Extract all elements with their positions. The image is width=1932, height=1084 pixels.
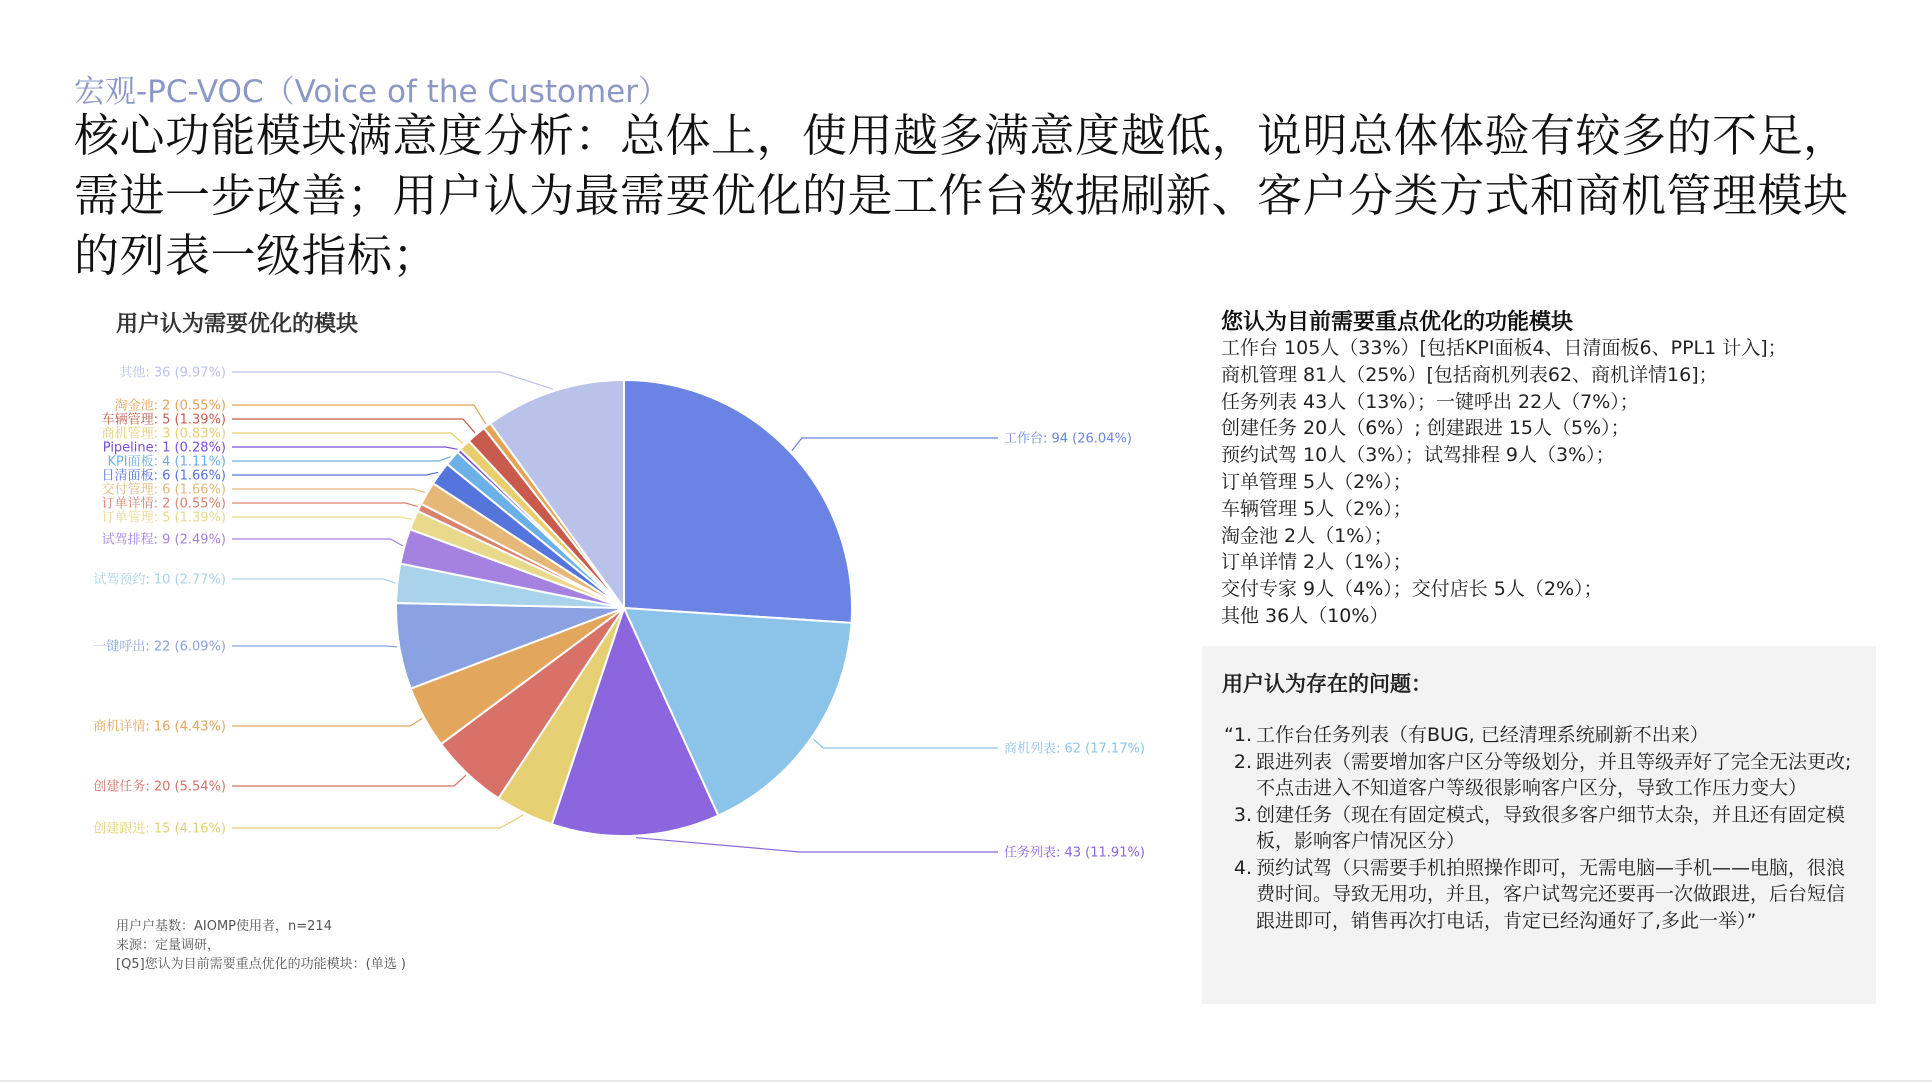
leader-line bbox=[232, 646, 397, 647]
leader-line bbox=[232, 539, 403, 546]
slice-label: 试驾排程: 9 (2.49%) bbox=[101, 532, 226, 548]
slice-label: 淘金池: 2 (0.55%) bbox=[114, 398, 226, 414]
issue-item bbox=[1222, 749, 1862, 802]
page-headline: 核心功能模块满意度分析：总体上，使用越多满意度越低，说明总体体验有较多的不足，需进一步改善；用户认为最需要优化的是工作台数据刷新、客户分类方式和商机管理模块的列表一级指标； bbox=[74, 109, 1849, 282]
module-line: 任务列表 43人（13%）；一键呼出 22人（7%）； bbox=[1221, 390, 1639, 413]
leader-line bbox=[232, 489, 425, 492]
slice-label: KPI面板: 4 (1.11%) bbox=[107, 454, 226, 470]
issue-text: 跟进列表（需要增加客户区分等级划分，并且等级弄好了完全无法更改; 不点击进入不知道客户等级很影响客户区分，导致工作压力变大） bbox=[1256, 750, 1852, 799]
pie-slices bbox=[396, 380, 852, 836]
module-line: 商机管理 81人（25%）[包括商机列表62、商机详情16]； bbox=[1221, 363, 1718, 386]
pie-chart bbox=[0, 340, 1180, 910]
leader-line bbox=[232, 433, 463, 444]
module-line: 车辆管理 5人（2%）； bbox=[1221, 497, 1412, 520]
slice-label: Pipeline: 1 (0.28%) bbox=[102, 440, 226, 456]
slice-label: 试驾预约: 10 (2.77%) bbox=[93, 572, 226, 588]
slice-label: 订单管理: 5 (1.39%) bbox=[101, 510, 226, 526]
slice-label: 日清面板: 6 (1.66%) bbox=[101, 468, 226, 484]
slice-label: 一键呼出: 22 (6.09%) bbox=[93, 639, 226, 655]
leader-line bbox=[232, 815, 523, 828]
module-line: 其他 36人（10%） bbox=[1221, 604, 1389, 627]
issue-text: 工作台任务列表（有BUG, 已经清理系统刷新不出来） bbox=[1256, 724, 1709, 746]
issue-text: 创建任务（现在有固定模式，导致很多客户细节太杂，并且还有固定模板，影响客户情况区分） bbox=[1256, 803, 1846, 852]
slice-label: 创建任务: 20 (5.54%) bbox=[93, 779, 226, 795]
issues-panel bbox=[1202, 646, 1876, 1004]
leader-line bbox=[232, 775, 466, 786]
footnote-line: [Q5]您认为目前需要重点优化的功能模块：(单选 ) bbox=[116, 957, 406, 972]
issue-number: “1. bbox=[1224, 724, 1252, 746]
issue-item bbox=[1222, 722, 1862, 749]
issue-number: 3. bbox=[1233, 803, 1252, 826]
module-line: 订单管理 5人（2%）； bbox=[1221, 470, 1412, 493]
modules-list bbox=[1221, 335, 1787, 630]
leader-line bbox=[792, 438, 998, 451]
footnote-line: 用户户基数：AIOMP使用者，n=214 bbox=[116, 919, 332, 934]
module-line: 订单详情 2人（1%）； bbox=[1221, 551, 1412, 574]
slice-label: 工作台: 94 (26.04%) bbox=[1004, 431, 1132, 447]
slice-label: 其他: 36 (9.97%) bbox=[119, 365, 226, 381]
issue-number: 2. bbox=[1233, 750, 1252, 773]
leader-line bbox=[232, 517, 412, 519]
leader-line bbox=[232, 579, 395, 583]
slice-label: 车辆管理: 5 (1.39%) bbox=[101, 412, 226, 428]
issue-number: 4. bbox=[1233, 856, 1252, 879]
slice-label: 创建跟进: 15 (4.16%) bbox=[93, 821, 226, 837]
leader-line bbox=[232, 447, 458, 449]
module-line: 淘金池 2人（1%）； bbox=[1221, 524, 1393, 547]
leader-line bbox=[232, 405, 486, 424]
chart-title: 用户认为需要优化的模块 bbox=[116, 312, 359, 337]
leader-line bbox=[232, 718, 422, 726]
issue-text: 预约试驾（只需要手机拍照操作即可，无需电脑—手机——电脑，很浪费时间。导致无用功，并且，客户试驾完还要再一次做跟进，后台短信跟进即可，销售再次打电话，肯定已经沟通好了,多此一举）” bbox=[1256, 856, 1846, 932]
module-line: 预约试驾 10人（3%）；试驾排程 9人（3%）； bbox=[1221, 444, 1615, 467]
slice-label: 交付管理: 6 (1.66%) bbox=[101, 482, 226, 498]
modules-title: 您认为目前需要重点优化的功能模块 bbox=[1221, 310, 1574, 335]
slice-label: 商机列表: 62 (17.17%) bbox=[1004, 741, 1145, 757]
slice-label: 订单详情: 2 (0.55%) bbox=[101, 496, 226, 512]
leader-line bbox=[636, 838, 998, 852]
page-supertitle: 宏观-PC-VOC（Voice of the Customer） bbox=[74, 74, 669, 110]
module-line: 交付专家 9人（4%）；交付店长 5人（2%）； bbox=[1221, 578, 1603, 601]
module-line: 创建任务 20人（6%）; 创建跟进 15人（5%）； bbox=[1221, 417, 1630, 440]
leader-line bbox=[232, 419, 475, 433]
issue-item bbox=[1222, 855, 1862, 935]
footnote-line: 来源：定量调研， bbox=[116, 938, 221, 953]
leader-line bbox=[232, 503, 418, 507]
leader-line bbox=[813, 739, 998, 748]
slice-label: 任务列表: 43 (11.91%) bbox=[1004, 845, 1145, 861]
slice-label: 商机详情: 16 (4.43%) bbox=[93, 719, 226, 735]
leader-line bbox=[232, 457, 451, 461]
issue-item bbox=[1222, 802, 1862, 855]
module-line: 工作台 105人（33%）[包括KPI面板4、日清面板6、PPL1 计入]； bbox=[1221, 337, 1787, 359]
chart-footnote bbox=[116, 917, 406, 974]
issues-title: 用户认为存在的问题： bbox=[1222, 672, 1432, 696]
leader-line bbox=[232, 472, 438, 475]
leader-line bbox=[232, 372, 553, 389]
pie-slice bbox=[624, 380, 852, 623]
slice-label: 商机管理: 3 (0.83%) bbox=[101, 426, 226, 442]
issues-list bbox=[1222, 722, 1862, 934]
divider bbox=[0, 1080, 1932, 1082]
